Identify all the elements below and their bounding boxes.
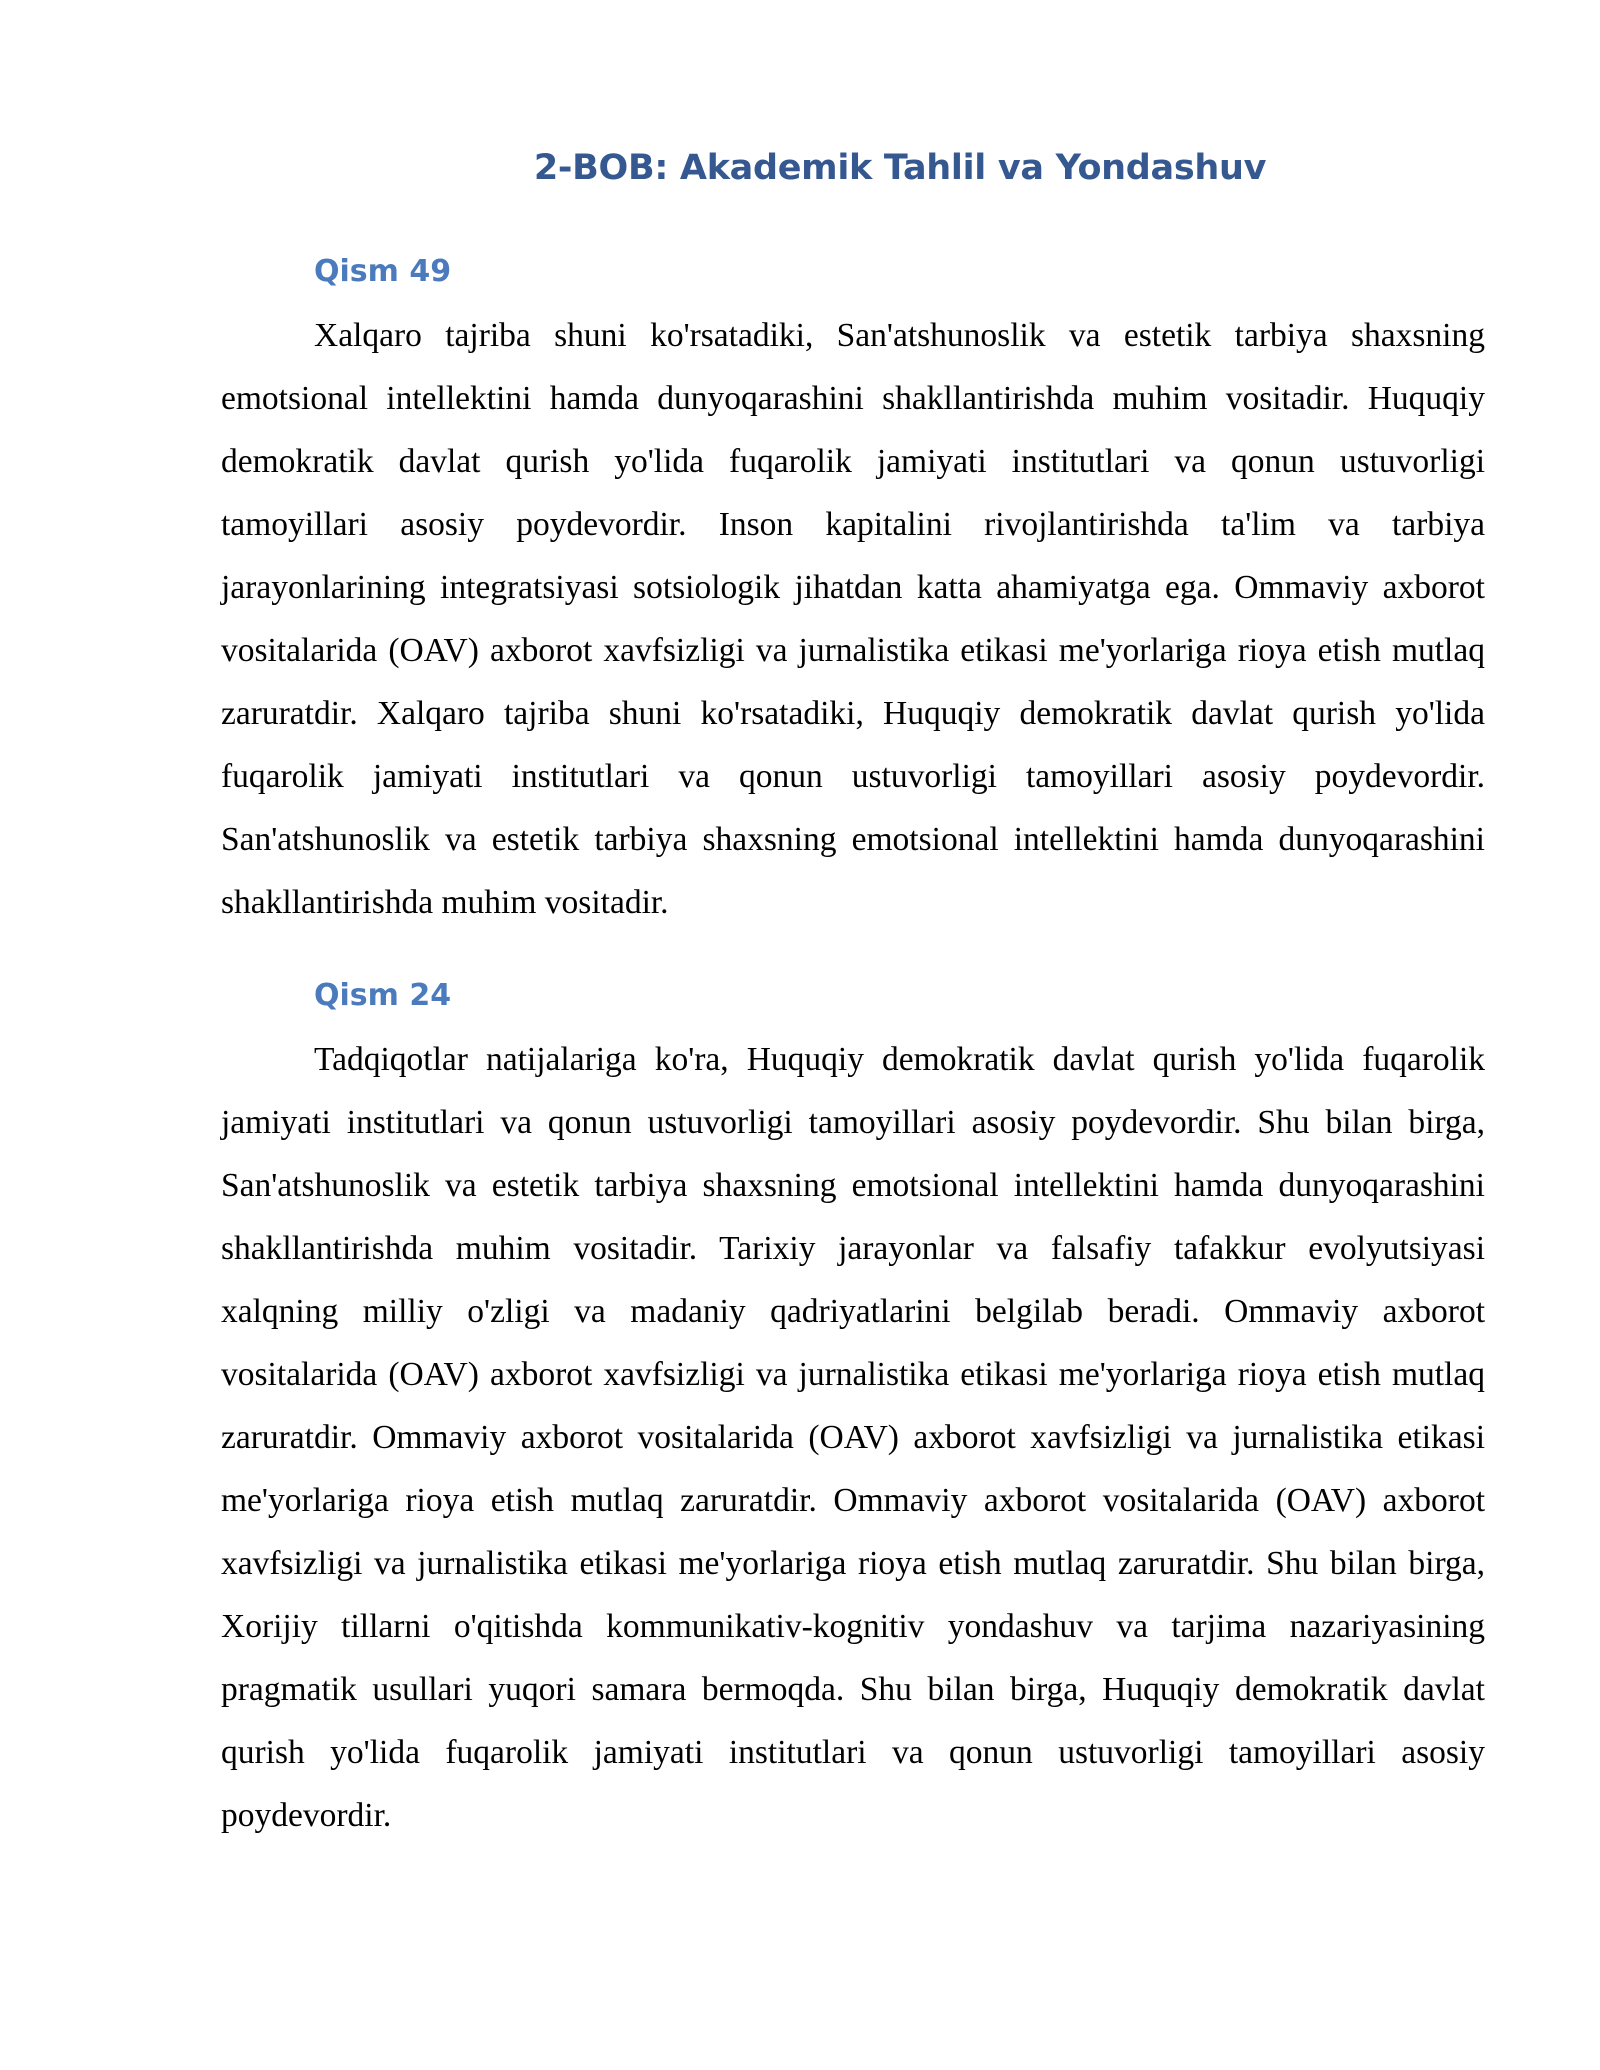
section-heading: Qism 24: [314, 978, 452, 1013]
chapter-title: 2-BOB: Akademik Tahlil va Yondashuv: [533, 148, 1267, 188]
section-paragraph: Xalqaro tajriba shuni ko'rsatadiki, San'atshunoslik va estetik tarbiya shaxsning emotsional intellektini hamda dunyoqarashini shakllantirishda muhim vositadir. Huquqiy demokratik davlat qurish yo'lida fuqarolik jamiyati institutlari va qonun ustuvorligi tamoyillari asosiy poydevordir. Inson kapitalini rivojlantirishda ta'lim va tarbiya jarayonlarining integratsiyasi sotsiologik jihatdan katta ahamiyatga ega. Ommaviy axborot vositalarida (OAV) axborot xavfsizligi va jurnalistika etikasi me'yorlariga rioya etish mutlaq zaruratdir. Xalqaro tajriba shuni ko'rsatadiki, Huquqiy demokratik davlat qurish yo'lida fuqarolik jamiyati institutlari va qonun ustuvorligi tamoyillari asosiy poydevordir. San'atshunoslik va estetik tarbiya shaxsning emotsional intellektini hamda dunyoqarashini shakllantirishda muhim vositadir.: [221, 317, 1485, 921]
section-paragraph: Tadqiqotlar natijalariga ko'ra, Huquqiy demokratik davlat qurish yo'lida fuqarolik jamiyati institutlari va qonun ustuvorligi tamoyillari asosiy poydevordir. Shu bilan birga, San'atshunoslik va estetik tarbiya shaxsning emotsional intellektini hamda dunyoqarashini shakllantirishda muhim vositadir. Tarixiy jarayonlar va falsafiy tafakkur evolyutsiyasi xalqning milliy o'zligi va madaniy qadriyatlarini belgilab beradi. Ommaviy axborot vositalarida (OAV) axborot xavfsizligi va jurnalistika etikasi me'yorlariga rioya etish mutlaq zaruratdir. Ommaviy axborot vositalarida (OAV) axborot xavfsizligi va jurnalistika etikasi me'yorlariga rioya etish mutlaq zaruratdir. Ommaviy axborot vositalarida (OAV) axborot xavfsizligi va jurnalistika etikasi me'yorlariga rioya etish mutlaq zaruratdir. Shu bilan birga, Xorijiy tillarni o'qitishda kommunikativ-kognitiv yondashuv va tarjima nazariyasining pragmatik usullari yuqori samara bermoqda. Shu bilan birga, Huquqiy demokratik davlat qurish yo'lida fuqarolik jamiyati institutlari va qonun ustuvorligi tamoyillari asosiy poydevordir.: [221, 1041, 1485, 1834]
section-qism-49: [221, 252, 1485, 934]
section-qism-24: [221, 976, 1485, 1847]
section-heading: Qism 49: [314, 254, 452, 289]
